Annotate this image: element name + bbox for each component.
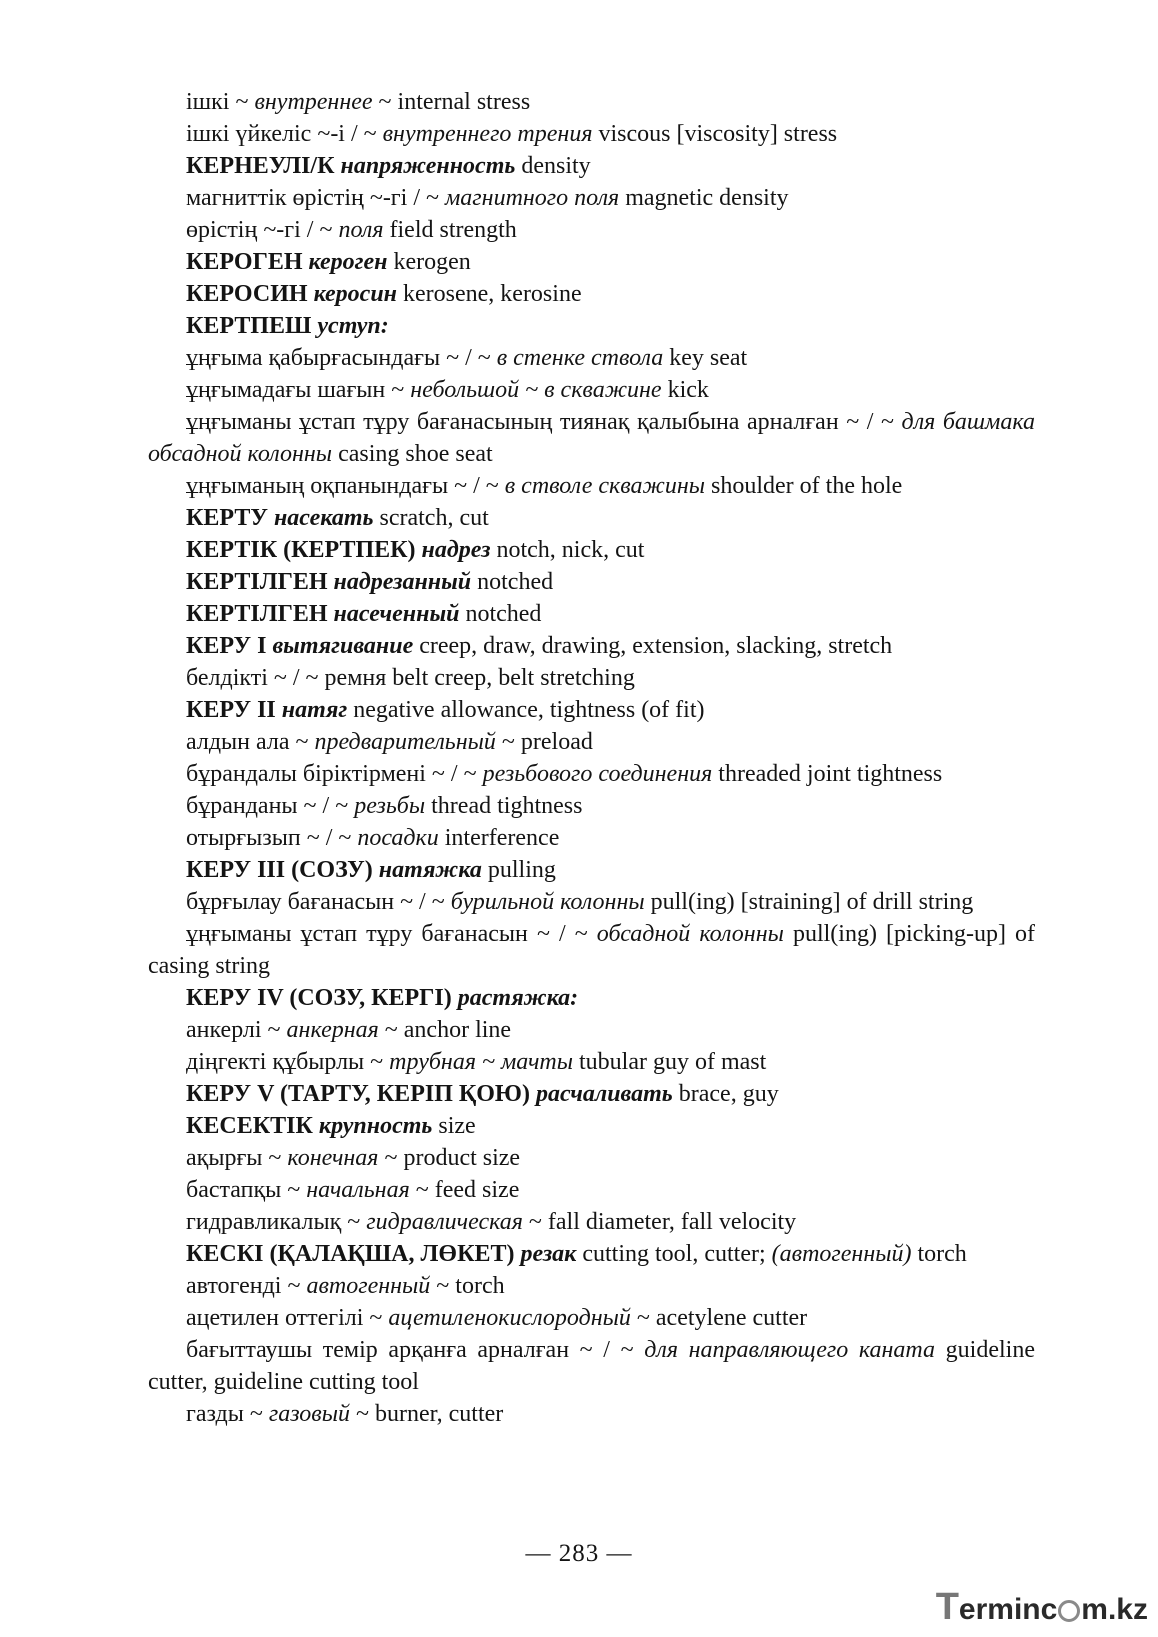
- subentry: [148, 86, 1035, 118]
- subentry: [148, 1142, 1035, 1174]
- english-text: threaded joint tightness: [712, 761, 943, 787]
- logo-text-part2: m.kz: [1081, 1593, 1148, 1626]
- kazakh-text: ұңғымадағы шағын ~: [186, 377, 411, 403]
- subentry: [148, 918, 1035, 982]
- kazakh-text: анкерлі ~: [186, 1017, 287, 1043]
- subentry: [148, 342, 1035, 374]
- russian-text: посадки: [357, 825, 439, 851]
- magnifier-icon: [1058, 1600, 1080, 1622]
- russian-text: внутреннее: [254, 89, 373, 115]
- kazakh-text: өрістің ~-гі / ~: [186, 217, 339, 243]
- kazakh-text: белдікті ~ / ~ ремня belt creep, belt stretching: [186, 665, 635, 691]
- english-text: casing shoe seat: [332, 441, 493, 467]
- dictionary-page: [148, 86, 1035, 1430]
- headword-entry: [148, 1078, 1035, 1110]
- headword-entry: [148, 278, 1035, 310]
- russian-text: начальная: [306, 1177, 410, 1203]
- kazakh-text: ацетилен оттегілі ~: [186, 1305, 389, 1331]
- subentry: [148, 1398, 1035, 1430]
- headword: КЕРУ I: [186, 633, 273, 659]
- headword: КЕРОСИН: [186, 281, 314, 307]
- subentry: [148, 182, 1035, 214]
- headword: КЕРОГЕН: [186, 249, 309, 275]
- russian-headword: натяжка: [378, 857, 482, 883]
- english-text: density: [515, 153, 591, 179]
- headword-entry: [148, 246, 1035, 278]
- headword: КЕСЕКТІК: [186, 1113, 319, 1139]
- russian-text: в стволе скважины: [504, 473, 705, 499]
- russian-text: в стенке ствола: [496, 345, 664, 371]
- russian-text: предварительный: [314, 729, 496, 755]
- kazakh-text: ішкі ~: [186, 89, 255, 115]
- english-text: notched: [459, 601, 542, 627]
- headword: КЕРУ IV (СОЗУ, КЕРГІ): [186, 985, 458, 1011]
- english-text: scratch, cut: [373, 505, 489, 531]
- english-text: size: [432, 1113, 476, 1139]
- subentry: [148, 214, 1035, 246]
- headword: КЕРУ II: [186, 697, 282, 723]
- headword: КЕРТІЛГЕН: [186, 601, 334, 627]
- kazakh-text: ұңғыма қабырғасындағы ~ / ~: [186, 345, 497, 371]
- english-text: tubular guy of mast: [573, 1049, 767, 1075]
- subentry: [148, 406, 1035, 470]
- russian-headword: кероген: [308, 249, 388, 275]
- headword-entry: [148, 630, 1035, 662]
- russian-text: ацетиленокислородный: [388, 1305, 631, 1331]
- russian-headword: резак: [520, 1241, 577, 1267]
- russian-headword: уступ:: [317, 313, 389, 339]
- russian-headword: натяг: [281, 697, 348, 723]
- subentry: [148, 758, 1035, 790]
- english-text: ~ anchor line: [378, 1017, 512, 1043]
- headword-entry: [148, 502, 1035, 534]
- headword: КЕРТУ: [186, 505, 274, 531]
- subentry: [148, 662, 1035, 694]
- russian-headword: насекать: [273, 505, 374, 531]
- kazakh-text: бағыттаушы темір арқанға арналған ~ / ~: [186, 1337, 645, 1363]
- subentry: [148, 118, 1035, 150]
- subentry: [148, 822, 1035, 854]
- russian-text: газовый: [268, 1401, 350, 1427]
- english-text: interference: [438, 825, 560, 851]
- english-text: creep, draw, drawing, extension, slacking, stretch: [413, 633, 893, 659]
- russian-headword: расчаливать: [535, 1081, 673, 1107]
- english-text: shoulder of the hole: [705, 473, 903, 499]
- russian-text: резьбы: [354, 793, 426, 819]
- headword-entry: [148, 310, 1035, 342]
- page-number: — 283 —: [525, 1540, 633, 1567]
- headword-entry: [148, 566, 1035, 598]
- headword: КЕРТІЛГЕН: [186, 569, 334, 595]
- kazakh-text: газды ~: [186, 1401, 269, 1427]
- headword: КЕРНЕУЛІ/К: [186, 153, 341, 179]
- kazakh-text: бұрандалы біріктірмені ~ / ~: [186, 761, 483, 787]
- russian-text: обсадной колонны: [596, 921, 784, 947]
- subentry: [148, 1270, 1035, 1302]
- kazakh-text: бұрғылау бағанасын ~ / ~: [186, 889, 451, 915]
- russian-text: внутреннего трения: [382, 121, 593, 147]
- headword-entry: [148, 854, 1035, 886]
- headword-entry: [148, 1110, 1035, 1142]
- russian-text: бурильной колонны: [450, 889, 645, 915]
- english-text: brace, guy: [672, 1081, 779, 1107]
- english-text: thread tightness: [425, 793, 583, 819]
- russian-text: резьбового соединения: [482, 761, 713, 787]
- kazakh-text: ұңғыманы ұстап тұру бағанасының тиянақ қалыбына арналған ~ / ~: [186, 409, 902, 435]
- kazakh-text: магниттік өрістің ~-гі / ~: [186, 185, 445, 211]
- russian-text: автогенный: [306, 1273, 431, 1299]
- logo-letter-t: T: [935, 1586, 959, 1628]
- russian-headword: керосин: [313, 281, 397, 307]
- kazakh-text: діңгекті құбырлы ~: [186, 1049, 390, 1075]
- subentry: [148, 1334, 1035, 1398]
- subentry: [148, 790, 1035, 822]
- headword-entry: [148, 982, 1035, 1014]
- termincom-logo: [936, 1586, 1148, 1629]
- kazakh-text: бұранданы ~ / ~: [186, 793, 355, 819]
- kazakh-text: ақырғы ~: [186, 1145, 288, 1171]
- logo-text-part1: erminc: [958, 1593, 1058, 1626]
- subentry: [148, 1174, 1035, 1206]
- russian-text: трубная ~ мачты: [389, 1049, 573, 1075]
- headword: КЕРТПЕШ: [186, 313, 318, 339]
- english-text: ~ burner, cutter: [349, 1401, 504, 1427]
- kazakh-text: отырғызып ~ / ~: [186, 825, 358, 851]
- english-text: negative allowance, tightness (of fit): [347, 697, 705, 723]
- russian-text: анкерная: [286, 1017, 379, 1043]
- russian-text: небольшой ~ в скважине: [410, 377, 662, 403]
- subentry: [148, 1302, 1035, 1334]
- english-text: ~ torch: [430, 1273, 505, 1299]
- subentry: [148, 470, 1035, 502]
- kazakh-text: алдын ала ~: [186, 729, 315, 755]
- english-text: kerosene, kerosine: [397, 281, 582, 307]
- kazakh-text: бастапқы ~: [186, 1177, 307, 1203]
- headword: КЕРТІК (КЕРТПЕК): [186, 537, 422, 563]
- russian-text: конечная: [287, 1145, 379, 1171]
- headword: КЕСКІ (ҚАЛАҚША, ЛӨКЕТ): [186, 1241, 521, 1267]
- english-text: ~ internal stress: [372, 89, 531, 115]
- english-text: magnetic density: [619, 185, 789, 211]
- english-text: notched: [471, 569, 554, 595]
- headword-entry: [148, 534, 1035, 566]
- headword-entry: [148, 150, 1035, 182]
- russian-headword: насеченный: [333, 601, 460, 627]
- headword: КЕРУ III (СОЗУ): [186, 857, 379, 883]
- russian-text: для направляющего каната: [644, 1337, 936, 1363]
- headword-entry: [148, 694, 1035, 726]
- english-text: ~ product size: [378, 1145, 521, 1171]
- russian-headword: крупность: [318, 1113, 433, 1139]
- english-text: kerogen: [387, 249, 471, 275]
- russian-note: (автогенный): [771, 1241, 912, 1267]
- english-text-extra: torch: [911, 1241, 967, 1267]
- russian-headword: вытягивание: [272, 633, 414, 659]
- headword: КЕРУ V (ТАРТУ, КЕРІП ҚОЮ): [186, 1081, 536, 1107]
- english-text: pulling: [481, 857, 556, 883]
- english-text: ~ preload: [495, 729, 593, 755]
- russian-text: поля: [338, 217, 384, 243]
- russian-headword: надрезанный: [333, 569, 472, 595]
- kazakh-text: ұңғыманы ұстап тұру бағанасын ~ / ~: [186, 921, 597, 947]
- english-text: ~ fall diameter, fall velocity: [522, 1209, 797, 1235]
- headword-entry: [148, 1238, 1035, 1270]
- russian-text: магнитного поля: [444, 185, 620, 211]
- russian-headword: растяжка:: [457, 985, 579, 1011]
- headword-entry: [148, 598, 1035, 630]
- english-text: ~ feed size: [409, 1177, 520, 1203]
- kazakh-text: ішкі үйкеліс ~-і / ~: [186, 121, 383, 147]
- subentry: [148, 726, 1035, 758]
- subentry: [148, 1206, 1035, 1238]
- russian-headword: напряженность: [340, 153, 516, 179]
- english-text: viscous [viscosity] stress: [592, 121, 838, 147]
- subentry: [148, 1014, 1035, 1046]
- english-text: key seat: [663, 345, 748, 371]
- english-text: ~ acetylene cutter: [630, 1305, 808, 1331]
- subentry: [148, 374, 1035, 406]
- english-text: kick: [661, 377, 709, 403]
- english-text: field strength: [383, 217, 517, 243]
- kazakh-text: ұңғыманың оқпанындағы ~ / ~: [186, 473, 505, 499]
- english-text: cutting tool, cutter;: [576, 1241, 772, 1267]
- english-text: pull(ing) [picking-up] of casing string: [148, 921, 1036, 979]
- english-text: pull(ing) [straining] of drill string: [644, 889, 974, 915]
- english-text: notch, nick, cut: [490, 537, 645, 563]
- subentry: [148, 1046, 1035, 1078]
- russian-text: гидравлическая: [366, 1209, 523, 1235]
- english-text: guideline cutter, guideline cutting tool: [148, 1337, 1035, 1395]
- kazakh-text: гидравликалық ~: [186, 1209, 367, 1235]
- subentry: [148, 886, 1035, 918]
- kazakh-text: автогенді ~: [186, 1273, 307, 1299]
- russian-text: для башмака обсадной колонны: [148, 409, 1035, 467]
- russian-headword: надрез: [421, 537, 491, 563]
